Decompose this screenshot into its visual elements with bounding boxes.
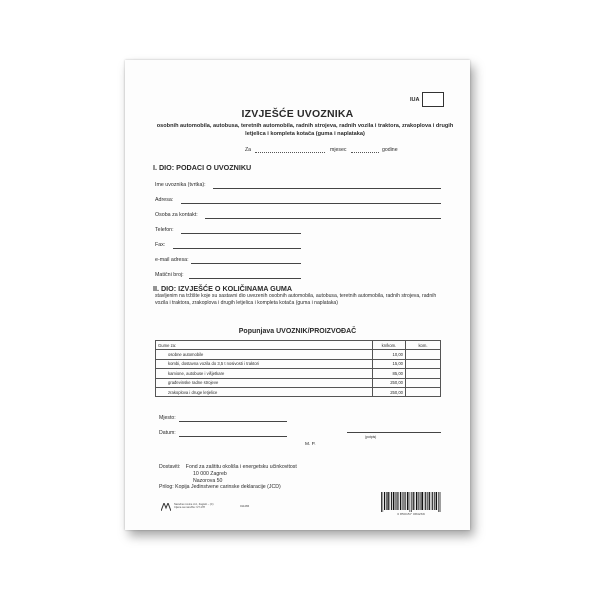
table-row	[156, 350, 441, 359]
iua-box	[422, 92, 444, 107]
mjesec-label: mjesec	[330, 147, 347, 153]
godine-label: godine	[382, 147, 398, 153]
signature-hint: (potpis)	[365, 435, 377, 439]
table-header-qty: kom.	[406, 341, 441, 350]
field-maticni-broj-line	[189, 278, 301, 279]
field-ime-uvoznika: Ime uvoznika (tvrtka):	[155, 182, 206, 188]
field-email: e-mail adresa:	[155, 257, 189, 263]
field-osoba-kontakt-line	[205, 218, 441, 219]
field-telefon: Telefon:	[155, 227, 174, 233]
table-header-price: kn/kom.	[373, 341, 406, 350]
field-fax: Fax:	[155, 242, 166, 248]
row-qty-cell[interactable]	[406, 359, 441, 368]
za-label: Za	[245, 147, 252, 153]
field-email-line	[191, 263, 301, 264]
row-price: 85,00	[373, 369, 406, 378]
row-qty-cell[interactable]	[406, 369, 441, 378]
table-row	[156, 387, 441, 396]
publisher-info	[174, 503, 214, 510]
section2-heading: II. DIO: IZVJEŠĆE O KOLIČINAMA GUMA	[153, 284, 293, 293]
table-header-row	[156, 341, 441, 350]
publisher-line: Cijena sa naručbu: UT-178	[174, 506, 205, 510]
form-code: 011286	[240, 504, 250, 508]
row-label: kombi, dostavna vozila do 3,5 t nosivosti i traktori	[156, 359, 373, 368]
field-osoba-kontakt: Osoba za kontakt:	[155, 212, 198, 218]
field-adresa: Adresa:	[155, 197, 174, 203]
address-line: 10 000 Zagreb	[193, 470, 227, 477]
mjesec-dots	[351, 147, 379, 153]
row-label: kamione, autobuse i višjetkare	[156, 369, 373, 378]
dostaviti-block	[159, 464, 297, 491]
section2-paragraph: stavljenim na tržište koje su sastavni dio uvezenih osobnih automobila, autobusa, teretnih automobila, radnih strojeva, radnih vozila i traktora, zrakoplova i drugih letjelica i kompleta kotača (guma i naplataka)	[155, 293, 437, 307]
publisher-line: Narodne novine d.d., Zagreb – (C)	[174, 503, 214, 506]
row-price: 10,00	[373, 350, 406, 359]
mp-label: M. P.	[305, 442, 316, 447]
prilog-text: Prilog: Kopija Jedinstvene carinske deklaracije (JCD)	[159, 484, 281, 491]
row-label: građevinske radne strojeve	[156, 378, 373, 387]
mjesto-line	[179, 421, 287, 422]
row-qty-cell[interactable]	[406, 350, 441, 359]
row-qty-cell[interactable]	[406, 378, 441, 387]
table-row	[156, 369, 441, 378]
section1-heading: I. DIO: PODACI O UVOZNIKU	[153, 163, 252, 172]
document-page	[125, 60, 470, 530]
row-price: 15,00	[373, 359, 406, 368]
row-price: 250,00	[373, 387, 406, 396]
signature-line	[347, 432, 441, 433]
row-label: zrakoplova i druge letjelice	[156, 387, 373, 396]
barcode-number: 3 850157 084269	[397, 512, 425, 516]
document-subtitle: osobnih automobila, autobusa, teretnih automobila, radnih strojeva, radnih vozila i traktora, zrakoplova i drugih letjelica i kompleta kotača (guma i naplataka)	[156, 123, 454, 137]
field-fax-line	[173, 248, 301, 249]
tyre-table	[155, 340, 441, 397]
document-title: IZVJEŠĆE UVOZNIKA	[241, 108, 354, 120]
address-line: Nazorova 50	[193, 477, 223, 484]
table-row	[156, 359, 441, 368]
table-caption: Popunjava UVOZNIK/PROIZVOĐAČ	[238, 328, 357, 335]
iua-label: IUA	[410, 97, 420, 103]
barcode-icon	[380, 492, 442, 512]
row-label: osobne automobile	[156, 350, 373, 359]
datum-label: Datum:	[159, 430, 176, 436]
field-maticni-broj: Matični broj:	[155, 272, 184, 278]
row-qty-cell[interactable]	[406, 387, 441, 396]
field-telefon-line	[181, 233, 301, 234]
table-header-gume: Gume za:	[156, 341, 373, 350]
mjesto-label: Mjesto:	[159, 415, 176, 421]
row-price: 250,00	[373, 378, 406, 387]
address-line: Fond za zaštitu okoliša i energetsku učinkovitost	[185, 464, 297, 470]
table-row	[156, 378, 441, 387]
publisher-logo-icon	[161, 503, 171, 511]
za-dots	[255, 147, 325, 153]
dostaviti-label: Dostaviti:	[159, 464, 181, 470]
datum-line	[179, 436, 287, 437]
field-ime-uvoznika-line	[213, 188, 441, 189]
field-adresa-line	[181, 203, 441, 204]
